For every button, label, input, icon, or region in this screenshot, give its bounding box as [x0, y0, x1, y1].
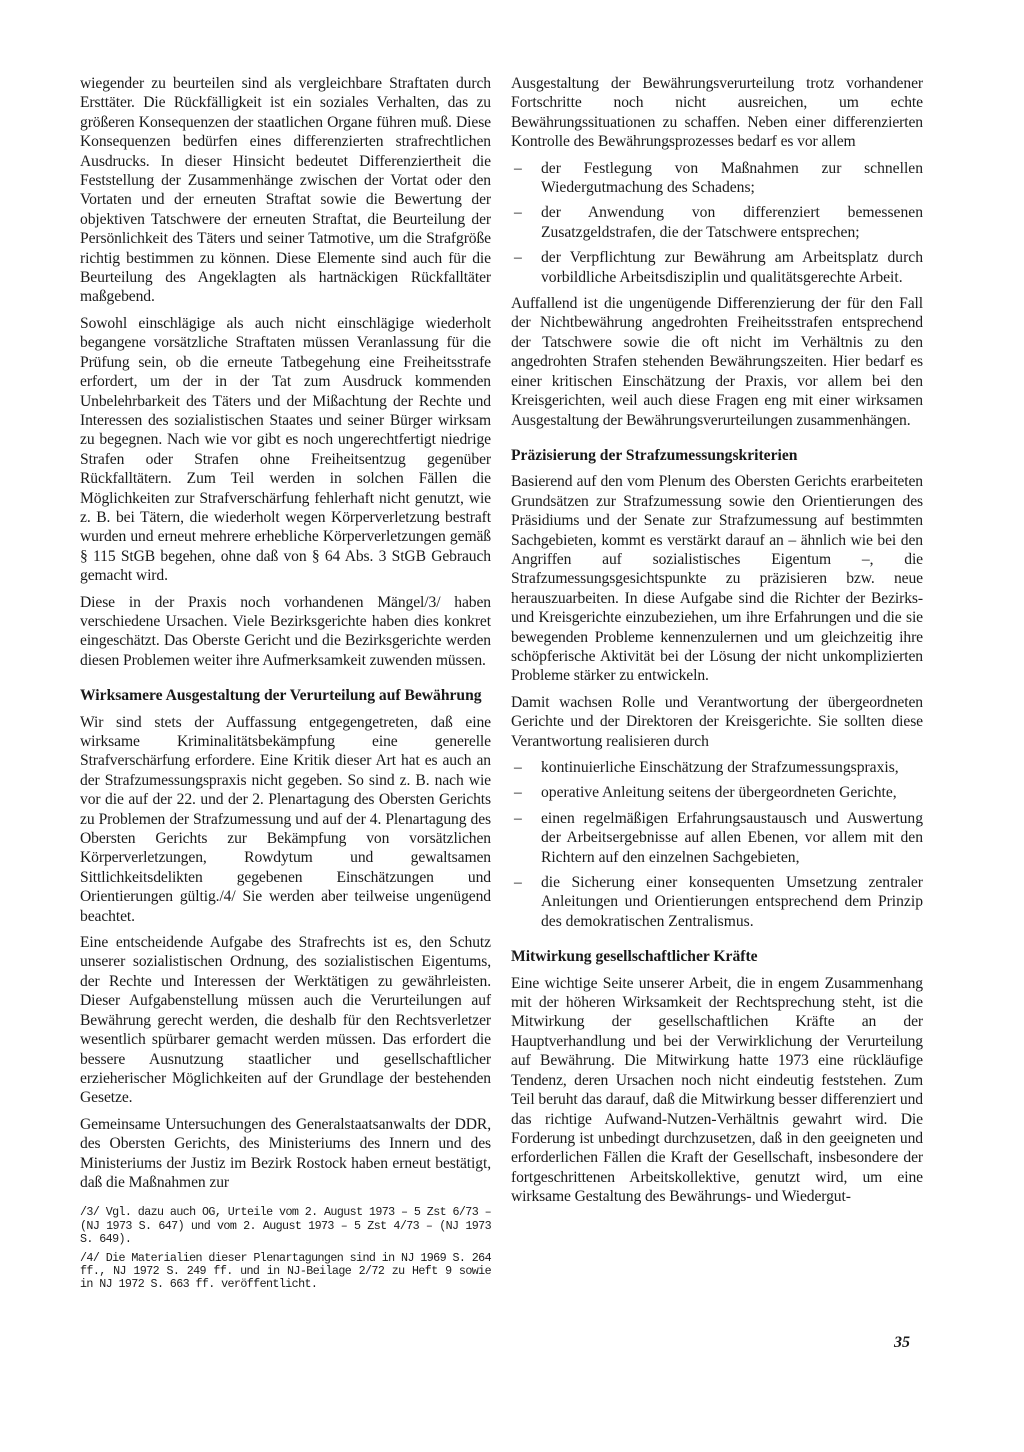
footnote: /3/ Vgl. dazu auch OG, Urteile vom 2. August 1973 – 5 Zst 6/73 – (NJ 1973 S. 647) und vom 2. August 1973 – 5 Zst 4/73 – (NJ 1973 S. 649).: [80, 1205, 491, 1247]
list-item: – einen regelmäßigen Erfahrungsaustausch und Auswertung der Arbeitsergebnisse auf allen Ebenen, vor allem mit den Richtern auf den einzelnen Sachgebieten,: [514, 809, 923, 866]
section-heading: Wirksamere Ausgestaltung der Verurteilung auf Bewährung: [80, 687, 482, 705]
dash-bullet-icon: –: [514, 249, 522, 267]
dash-bullet-icon: –: [514, 759, 522, 776]
right-column: [511, 74, 923, 1214]
left-column: [80, 74, 491, 1297]
dash-bullet-icon: –: [514, 809, 522, 827]
body-paragraph: Auffallend ist die ungenügende Differenzierung der für den Fall der Nichtbewährung angedrohten Freiheitsstrafen entsprechend der Tatschwere sowie die oft nicht im Verhältnis zu den angedrohten Strafen stehenden Bewährungszeiten. Hier bedarf es einer kritischen Einschätzung der Praxis, vor allem bei den Kreisgerichten, weil auch diese Fragen eng mit einer wirksamen Ausgestaltung der Bewährungsverurteilungen zusammenhängen.: [511, 295, 923, 429]
body-paragraph: wiegender zu beurteilen sind als vergleichbare Straftaten durch Ersttäter. Die Rückfälligkeit ist ein soziales Verhalten, das zu größeren Konsequenzen der staatlichen Organe führen muß. Diese Konsequenzen bedürfen eines differenzierten strafrechtlichen Ausdrucks. In dieser Hinsicht bedeutet Differenziertheit die Feststellung der Zusammenhänge zwischen der Vortat oder den Vortaten und der erneuten Straftat sowie die Bewertung der objektiven Tatschwere der erneuten Straftat, die Beurteilung der Persönlichkeit des Täters und seiner Tatmotive, um die Strafgröße richtig bestimmen zu können. Diese Elemente sind auch für die Beurteilung des Angeklagten als hartnäckigen Rückfalltäter maßgebend.: [80, 75, 491, 306]
list-item: – der Verpflichtung zur Bewährung am Arbeitsplatz durch vorbildliche Arbeitsdisziplin und qualitätsgerechte Arbeit.: [514, 249, 923, 286]
footnote: /4/ Die Materialien dieser Plenartagungen sind in NJ 1969 S. 264 ff., NJ 1972 S. 249 ff. und in NJ-Beilage 2/72 zu Heft 9 sowie in NJ 1972 S. 663 ff. veröffentlicht.: [80, 1250, 491, 1292]
list-item: – kontinuierliche Einschätzung der Strafzumessungspraxis,: [514, 759, 899, 776]
dash-list: [511, 758, 923, 931]
body-paragraph: Damit wachsen Rolle und Verantwortung der übergeordneten Gerichte und der Direktoren der Kreisgerichte. Sie sollten diese Verantwortung realisieren durch: [511, 693, 923, 750]
body-paragraph: Eine wichtige Seite unserer Arbeit, die in engem Zusammenhang mit der höheren Wirksamkeit der Rechtsprechung steht, ist die Mitwirkung der gesellschaftlichen Kräfte an der Hauptverhandlung und bei der Verwirklichung der Verurteilung auf Bewährung. Die Mitwirkung hatte 1973 eine rückläufige Tendenz, deren Ursachen noch nicht eindeutig feststehen. Zum Teil beruht das darauf, daß die Mitwirkung besser differenziert und das richtige Aufwand-Nutzen-Verhältnis gewahrt wird. Die Forderung ist unbedingt durchzusetzen, daß in den geeigneten und erforderlichen Fällen die Kraft der Gesellschaft, insbesondere der fortgeschrittenen Arbeitskollektive, genutzt wird, um eine wirksame Gestaltung des Bewährungs- und Wiedergut-: [511, 974, 923, 1206]
dash-bullet-icon: –: [514, 874, 522, 892]
body-paragraph: Basierend auf den vom Plenum des Obersten Gerichts erarbeiteten Grundsätzen zur Strafzumessung sowie den Orientierungen des Präsidiums und der Senate zur Strafzumessung auf bestimmten Sachgebieten, kommt es verstärkt darauf an – ähnlich wie bei den Angriffen auf sozialistisches Eigentum –, die Strafzumessungsgesichtspunkte zu präzisieren bzw. neue herauszuarbeiten. In diese Aufgabe sind die Richter der Bezirks- und Kreisgerichte einzubeziehen, um ihre Erfahrungen und die sie bewegenden Probleme kennenzulernen und um gleichzeitig ihre schöpferische Aktivität bei der Lösung der nicht unkomplizierten Probleme stärker zu entwickeln.: [511, 473, 923, 685]
page-number: 35: [894, 1334, 910, 1351]
section-heading: Mitwirkung gesellschaftlicher Kräfte: [511, 948, 758, 966]
list-item: – der Festlegung von Maßnahmen zur schnellen Wiedergutmachung des Schadens;: [514, 159, 923, 197]
body-paragraph: Sowohl einschlägige als auch nicht einschlägige wiederholt begangene vorsätzliche Straftaten müssen Veranlassung für die Prüfung sein, ob die erneute Tatbegehung eine Freiheitsstrafe erfordert, um der in der Tat zum Ausdruck kommenden Unbelehrbarkeit des Täters und der Mißachtung der Rechte und Interessen des sozialistischen Staates und seiner Bürger wirksam zu begegnen. Nach wie vor gibt es noch ungerechtfertigt niedrige Strafen oder Strafen ohne Freiheitsentzug gegenüber Rückfalltätern. Zum Teil werden in solchen Fällen die Möglichkeiten zur Strafverschärfung fehlerhaft nicht genutzt, wie z. B. bei Tätern, die wiederholt wegen Körperverletzung bestraft wurden und erneut mehrere erhebliche Körperverletzungen gemäß § 115 StGB begehen, ohne daß von § 64 Abs. 3 StGB Gebrauch gemacht wird.: [80, 314, 491, 585]
list-item: – der Anwendung von differenziert bemessenen Zusatzgeldstrafen, die der Tatschwere entsprechen;: [514, 204, 923, 241]
list-item: – operative Anleitung seitens der übergeordneten Gerichte,: [514, 784, 897, 802]
section-heading: Präzisierung der Strafzumessungskriterien: [511, 446, 798, 464]
list-item: – die Sicherung einer konsequenten Umsetzung zentraler Anleitungen und Orientierungen entsprechend dem Prinzip des demokratischen Zentralismus.: [514, 874, 923, 930]
dash-bullet-icon: –: [514, 784, 522, 802]
body-paragraph: Diese in der Praxis noch vorhandenen Mängel/3/ haben verschiedene Ursachen. Viele Bezirksgerichte haben dies konkret eingeschätzt. Das Oberste Gericht und die Bezirksgerichte werden diesen Problemen weiter ihre Aufmerksamkeit zuwenden müssen.: [80, 593, 491, 669]
body-paragraph: Gemeinsame Untersuchungen des Generalstaatsanwalts der DDR, des Obersten Gerichts, des Ministeriums des Innern und des Ministeriums der Justiz im Bezirk Rostock haben erneut bestätigt, daß die Maßnahmen zur: [80, 1115, 491, 1191]
dash-bullet-icon: –: [514, 204, 522, 222]
dash-bullet-icon: –: [514, 159, 522, 177]
body-paragraph: Ausgestaltung der Bewährungsverurteilung trotz vorhandener Fortschritte noch nicht ausreichen, um echte Bewährungssituationen zu schaffen. Neben einer differenzierten Kontrolle des Bewährungsprozesses bedarf es vor allem: [511, 75, 923, 151]
body-paragraph: Eine entscheidende Aufgabe des Strafrechts ist es, den Schutz unserer sozialistischen Ordnung, des sozialistischen Eigentums, der Rechte und Interessen der Werktätigen zu gewährleisten. Dieser Aufgabenstellung müssen auch die Verurteilungen auf Bewährung gerecht werden, die deshalb für den Rechtsverletzer wesentlich spürbarer gemacht werden müssen. Das erfordert die bessere Ausnutzung staatlicher und gesellschaftlicher erzieherischer Möglichkeiten auf der Grundlage der bestehenden Gesetze.: [80, 934, 491, 1107]
dash-list: [511, 159, 923, 287]
body-paragraph: Wir sind stets der Auffassung entgegengetreten, daß eine wirksame Kriminalitätsbekämpfung eine generelle Strafverschärfung erfordere. Eine Kritik dieser Art hat es auch an der Strafzumessungspraxis nicht gegeben. So sind z. B. nach wie vor die auf der 22. und der 2. Plenartagung des Obersten Gerichts zu Problemen der Strafzumessung und auf der 4. Plenartagung des Obersten Gerichts zur Bekämpfung von vorsätzlichen Körperverletzungen, Rowdytum und gewaltsamen Sittlichkeitsdelikten gegebenen Einschätzungen und Orientierungen gültig./4/ Sie werden aber teilweise ungenügend beachtet.: [80, 713, 491, 925]
